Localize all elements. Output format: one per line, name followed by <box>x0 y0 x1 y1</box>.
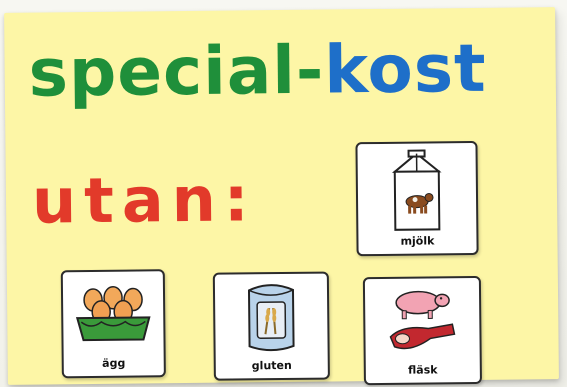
card-milk <box>355 141 478 256</box>
card-egg-label: ägg <box>102 356 126 370</box>
card-egg <box>61 269 166 378</box>
title-word-kost: kost <box>323 29 487 109</box>
egg-carton-icon <box>63 277 164 348</box>
poster-subtitle: utan: <box>31 162 257 238</box>
pig-and-meat-icon <box>365 284 480 359</box>
poster-sign <box>4 7 559 385</box>
title-dash: - <box>295 31 325 109</box>
card-pork <box>363 276 482 385</box>
card-milk-label: mjölk <box>400 234 435 248</box>
title-word-special: special <box>28 31 297 112</box>
card-gluten <box>213 272 330 381</box>
card-pork-label: fläsk <box>408 363 438 377</box>
milk-carton-icon <box>358 149 477 232</box>
card-gluten-label: gluten <box>251 358 292 373</box>
gluten-package-icon <box>215 280 328 355</box>
poster-title <box>28 29 487 112</box>
